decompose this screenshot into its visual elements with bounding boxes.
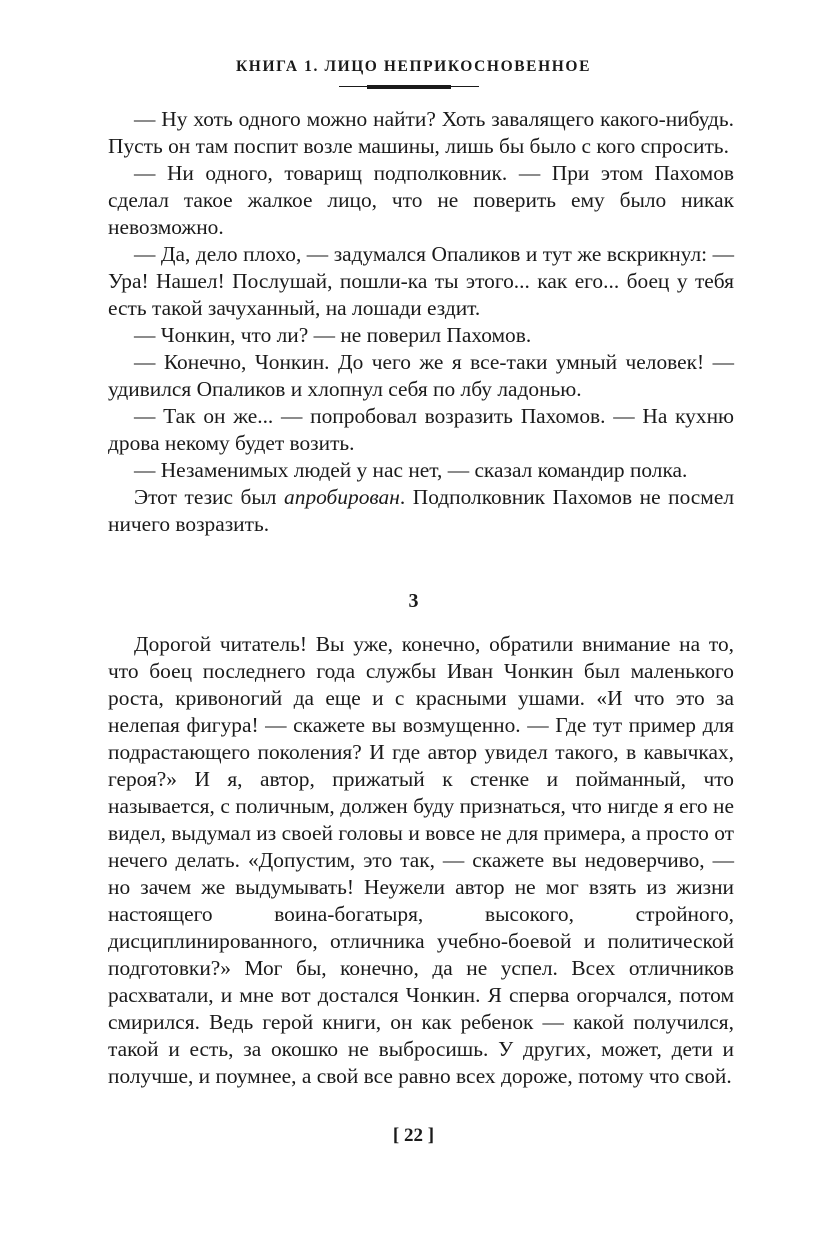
chapter-number: 3 <box>408 590 419 612</box>
paragraph-text-end: . Подполковник Пахомов не посмел ничего возразить. <box>108 485 734 536</box>
section-after-text <box>108 631 734 1090</box>
paragraph: — Чонкин, что ли? — не поверил Пахомов. <box>134 323 532 347</box>
paragraph: — Конечно, Чонкин. До чего же я все-таки умный человек! — удивился Опаликов и хлопнул себя по лбу ладонью. <box>108 350 734 401</box>
header-divider <box>339 84 479 89</box>
paragraph: Дорогой читатель! Вы уже, конечно, обратили внимание на то, что боец последнего года службы Иван Чонкин был маленького роста, кривоногий да еще и с красными ушами. «И что это за нелепая фигура! — скажете вы возмущенно. — Где тут пример для подрастающего поколения? И где автор увидел такого, в кавычках, героя?» И я, автор, прижатый к стенке и пойманный, что называется, с поличным, должен буду признаться, что нигде я его не видел, выдумал из своей головы и вовсе не для примера, а просто от нечего делать. «Допустим, это так, — скажете вы недоверчиво, — но зачем же выдумывать! Неужели автор не мог взять из жизни настоящего воина-богатыря, высокого, стройного, дисциплинированного, отличника учебно-боевой и политической подготовки?» Мог бы, конечно, да не успел. Всех отличников расхватали, и мне вот достался Чонкин. Я сперва огорчался, потом смирился. Ведь герой книги, он как ребенок — какой получился, такой и есть, за окошко не выбросишь. У других, может, дети и получше, и поумнее, а свой все равно всех дороже, потому что свой. <box>108 632 734 1088</box>
header-divider-thin-left <box>339 86 367 87</box>
running-header: КНИГА 1. ЛИЦО НЕПРИКОСНОВЕННОЕ <box>235 58 592 75</box>
paragraph: — Ну хоть одного можно найти? Хоть завалящего какого-нибудь. Пусть он там поспит возле машины, лишь бы было с кого спросить. <box>108 107 734 158</box>
header-divider-thick <box>367 85 451 89</box>
section-before-text <box>108 106 734 538</box>
paragraph: — Незаменимых людей у нас нет, — сказал командир полка. <box>134 458 688 482</box>
paragraph: — Так он же... — попробовал возразить Пахомов. — На кухню дрова некому будет возить. <box>108 404 734 455</box>
header-divider-thin-right <box>451 86 479 87</box>
paragraph: — Да, дело плохо, — задумался Опаликов и тут же вскрикнул: — Ура! Нашел! Послушай, пошли-ка ты этого... как его... боец у тебя есть такой зачуханный, на лошади ездит. <box>108 242 734 320</box>
page-number: [ 22 ] <box>392 1125 435 1146</box>
paragraph-with-emphasis <box>108 484 734 538</box>
paragraph-text-start: Этот тезис был <box>134 485 285 509</box>
italic-term: апробирован <box>284 485 400 509</box>
paragraph: — Ни одного, товарищ подполковник. — При этом Пахомов сделал такое жалкое лицо, что не поверить ему было никак невозможно. <box>108 161 734 239</box>
